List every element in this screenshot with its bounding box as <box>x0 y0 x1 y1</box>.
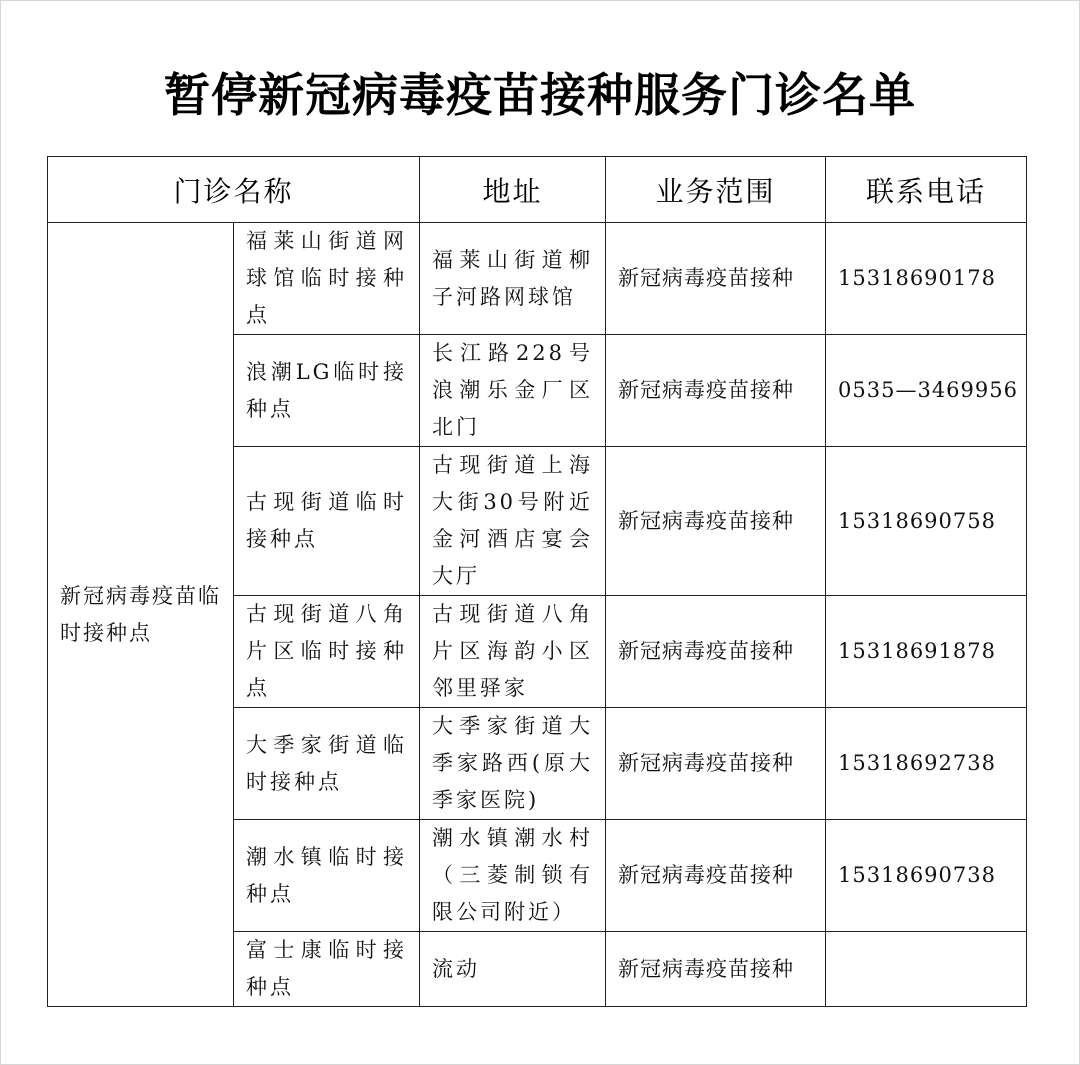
phone: 15318692738 <box>838 751 996 775</box>
site-name-cell <box>234 820 420 932</box>
site-name-cell <box>234 335 420 447</box>
site-name-cell <box>234 596 420 708</box>
phone-cell <box>826 335 1027 447</box>
clinic-table <box>47 156 1027 1007</box>
site-name: 潮水镇临时接种点 <box>246 844 408 906</box>
header-address: 地址 <box>420 157 606 223</box>
address: 古现街道上海大街30号附近金河酒店宴会大厅 <box>432 453 594 588</box>
site-name: 福莱山街道网球馆临时接种点 <box>246 229 408 327</box>
scope-cell <box>606 932 826 1007</box>
address: 流动 <box>432 956 481 981</box>
phone: 15318690758 <box>838 508 996 533</box>
header-phone: 联系电话 <box>826 157 1027 223</box>
address-cell <box>420 932 606 1007</box>
site-name-cell <box>234 708 420 820</box>
document-title: 暂停新冠病毒疫苗接种服务门诊名单 <box>164 67 916 122</box>
site-name: 古现街道临时接种点 <box>246 490 408 551</box>
address-cell <box>420 223 606 335</box>
address: 长江路228号浪潮乐金厂区北门 <box>432 341 594 439</box>
scope: 新冠病毒疫苗接种 <box>618 751 795 775</box>
address-cell <box>420 335 606 447</box>
scope: 新冠病毒疫苗接种 <box>618 956 795 981</box>
phone: 15318690738 <box>838 863 996 887</box>
address: 福莱山街道柳子河路网球馆 <box>432 247 594 309</box>
site-name: 古现街道八角片区临时接种点 <box>246 602 408 700</box>
scope-cell <box>606 223 826 335</box>
scope-cell <box>606 708 826 820</box>
scope-cell <box>606 447 826 596</box>
header-scope: 业务范围 <box>606 157 826 223</box>
address-cell <box>420 596 606 708</box>
site-name-cell <box>234 932 420 1007</box>
scope: 新冠病毒疫苗接种 <box>618 639 795 663</box>
address: 潮水镇潮水村（三菱制锁有限公司附近） <box>432 826 594 924</box>
table-header-row <box>48 157 1027 223</box>
scope: 新冠病毒疫苗接种 <box>618 266 795 290</box>
phone-cell <box>826 820 1027 932</box>
phone: 0535—3469956 <box>838 378 1018 402</box>
group-label-cell <box>48 223 234 1007</box>
scope: 新冠病毒疫苗接种 <box>618 378 795 402</box>
scope-cell <box>606 820 826 932</box>
phone-cell <box>826 596 1027 708</box>
site-name: 大季家街道临时接种点 <box>246 732 408 794</box>
site-name-cell <box>234 447 420 596</box>
address: 大季家街道大季家路西(原大季家医院) <box>432 714 594 812</box>
phone: 15318691878 <box>838 639 996 663</box>
site-name-cell <box>234 223 420 335</box>
address: 古现街道八角片区海韵小区邻里驿家 <box>432 602 594 700</box>
address-cell <box>420 708 606 820</box>
address-cell <box>420 447 606 596</box>
address-cell <box>420 820 606 932</box>
group-label: 新冠病毒疫苗临时接种点 <box>60 583 221 645</box>
phone-cell <box>826 223 1027 335</box>
header-clinic-name: 门诊名称 <box>48 157 420 223</box>
table-row <box>48 223 1027 335</box>
scope: 新冠病毒疫苗接种 <box>618 863 795 887</box>
phone-cell <box>826 932 1027 1007</box>
phone: 15318690178 <box>838 266 996 290</box>
scope-cell <box>606 596 826 708</box>
site-name: 富士康临时接种点 <box>246 938 408 999</box>
site-name: 浪潮LG临时接种点 <box>246 359 408 421</box>
phone-cell <box>826 447 1027 596</box>
phone-cell <box>826 708 1027 820</box>
scope: 新冠病毒疫苗接种 <box>618 508 795 533</box>
scope-cell <box>606 335 826 447</box>
